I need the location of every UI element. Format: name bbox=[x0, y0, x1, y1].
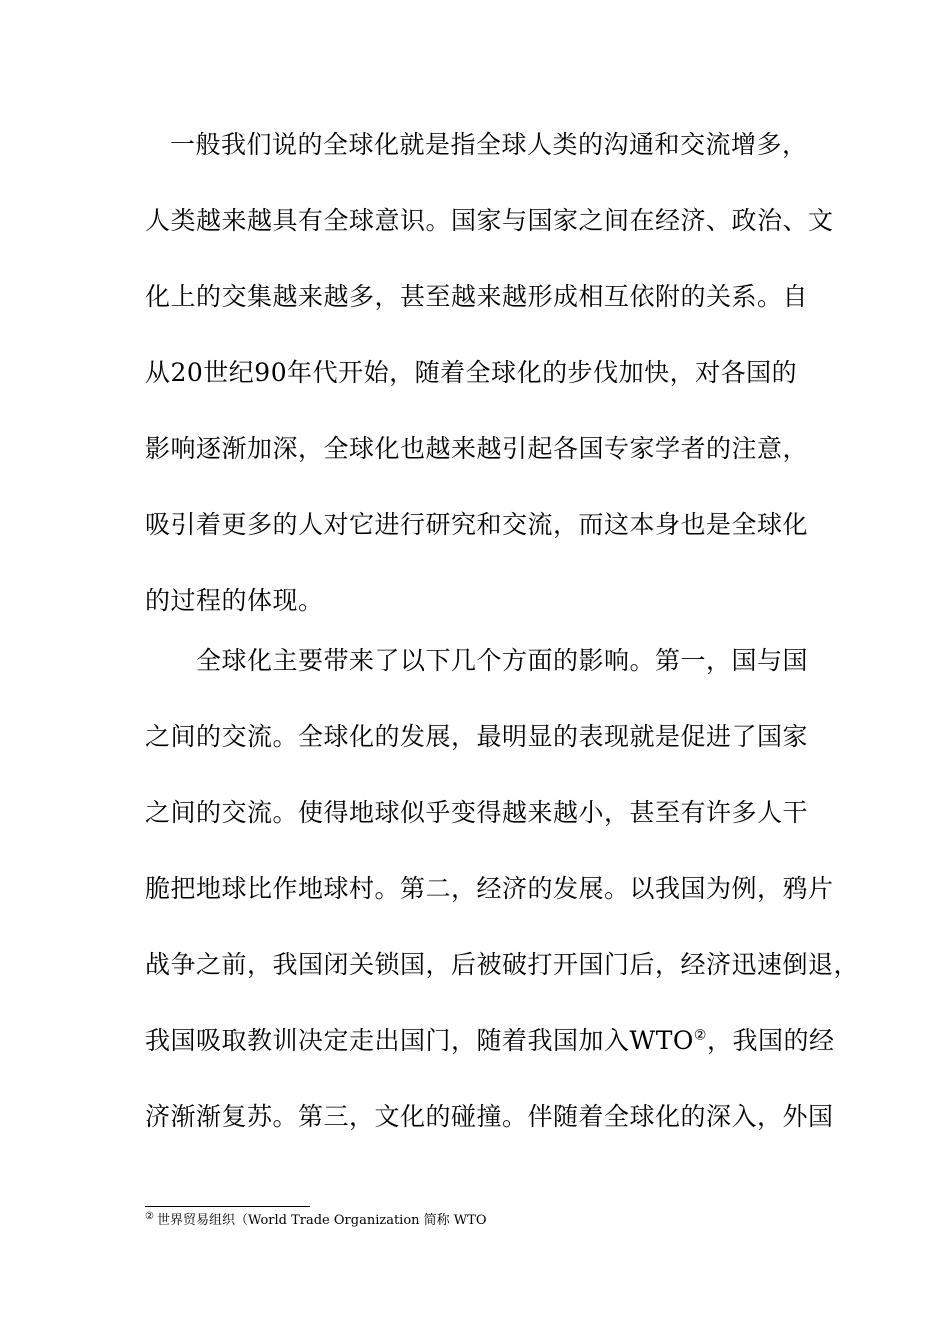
paragraph-2-line-6 bbox=[145, 1026, 834, 1056]
footnote-text: 世界贸易组织（World Trade Organization 简称 WTO bbox=[156, 1213, 487, 1228]
paragraph-1-line-1: 一般我们说的全球化就是指全球人类的沟通和交流增多， bbox=[170, 130, 808, 159]
footnote-mark: ② bbox=[145, 1210, 154, 1222]
paragraph-1-line-6: 吸引着更多的人对它进行研究和交流，而这本身也是全球化 bbox=[145, 510, 809, 539]
paragraph-2-line-4: 脆把地球比作地球村。第二，经济的发展。以我国为例，鸦片 bbox=[145, 874, 834, 903]
paragraph-2-line-3: 之间的交流。使得地球似乎变得越来越小，甚至有许多人干 bbox=[145, 798, 809, 827]
footnote bbox=[145, 1212, 487, 1230]
footnote-separator bbox=[145, 1206, 310, 1207]
paragraph-1-line-7: 的过程的体现。 bbox=[145, 586, 324, 615]
paragraph-1-line-4: 从20世纪90年代开始，随着全球化的步伐加快，对各国的 bbox=[145, 358, 798, 387]
footnote-reference-mark[interactable]: ② bbox=[693, 1027, 707, 1044]
paragraph-2-line-1: 全球化主要带来了以下几个方面的影响。第一，国与国 bbox=[196, 646, 809, 675]
paragraph-2-line-2: 之间的交流。全球化的发展，最明显的表现就是促进了国家 bbox=[145, 722, 809, 751]
paragraph-1-line-5: 影响逐渐加深，全球化也越来越引起各国专家学者的注意， bbox=[145, 434, 809, 463]
paragraph-2-line-7: 济渐渐复苏。第三，文化的碰撞。伴随着全球化的深入，外国 bbox=[145, 1102, 834, 1131]
paragraph-2-line-6-text-end: ，我国的经 bbox=[706, 1026, 835, 1055]
paragraph-1-line-3: 化上的交集越来越多，甚至越来越形成相互依附的关系。自 bbox=[145, 282, 809, 311]
paragraph-1-line-2: 人类越来越具有全球意识。国家与国家之间在经济、政治、文 bbox=[145, 206, 834, 235]
paragraph-2-line-6-text: 我国吸取教训决定走出国门，随着我国加入WTO bbox=[145, 1026, 694, 1055]
paragraph-2-line-5: 战争之前，我国闭关锁国，后被破打开国门后，经济迅速倒退， bbox=[145, 950, 860, 979]
